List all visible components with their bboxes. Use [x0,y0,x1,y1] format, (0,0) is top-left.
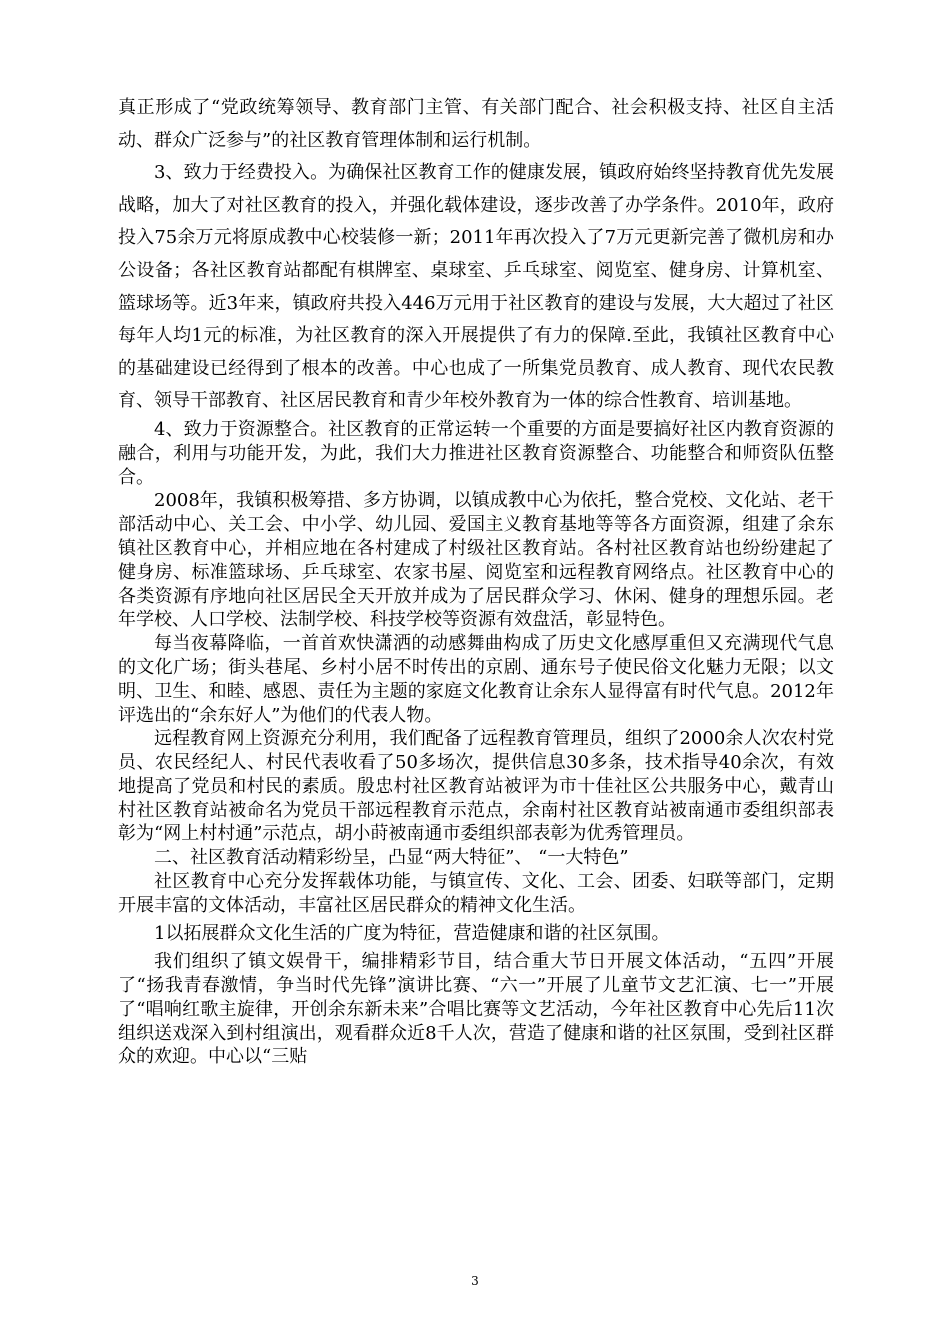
paragraph-resources: 4、致力于资源整合。社区教育的正常运转一个重要的方面是要搞好社区内教育资源的融合，利用与功能开发，为此，我们大力推进社区教育资源整合、功能整合和师资队伍整合。 [118,418,834,488]
paragraph-night: 每当夜幕降临，一首首欢快潇洒的动感舞曲构成了历史文化感厚重但又充满现代气息的文化广场；街头巷尾、乡村小居不时传出的京剧、通东号子使民俗文化魅力无限；以文明、卫生、和睦、感恩、责任为主题的家庭文化教育让余东人显得富有时代气息。2012年评选出的“余东好人”为他们的代表人物。 [118,633,834,726]
paragraph-1: 真正形成了“党政统筹领导、教育部门主管、有关部门配合、社会积极支持、社区自主活动、群众广泛参与”的社区教育管理体制和运行机制。 [118,97,834,151]
subheading-1: 1以拓展群众文化生活的广度为特征，营造健康和谐的社区氛围。 [154,922,670,944]
paragraph-center-function: 社区教育中心充分发挥载体功能，与镇宣传、文化、工会、团委、妇联等部门，定期开展丰富的文体活动，丰富社区居民群众的精神文化生活。 [118,871,834,916]
paragraph-activities: 我们组织了镇文娱骨干，编排精彩节目，结合重大节日开展文体活动，“五四”开展了“扬我青春激情，争当时代先锋”演讲比赛、“六一”开展了儿童节文艺汇演、七一”开展了“唱响红歌主旋律，开创余东新未来”合唱比赛等文艺活动，今年社区教育中心先后11次组织送戏深入到村组演出，观看群众近8千人次，营造了健康和谐的社区氛围，受到社区群众的欢迎。中心以“三贴 [118,951,834,1068]
paragraph-remote-education: 远程教育网上资源充分利用，我们配备了远程教育管理员，组织了2000余人次农村党员、农民经纪人、村民代表收看了50多场次，提供信息30多条，技术指导40余次，有效地提高了党员和村民的素质。殷忠村社区教育站被评为市十佳社区公共服务中心，戴青山村社区教育站被命名为党员干部远程教育示范点，余南村社区教育站被南通市委组织部表彰为“网上村村通”示范点，胡小莳被南通市委组织部表彰为优秀管理员。 [118,728,834,845]
document-body [118,92,834,1069]
section-heading: 二、社区教育活动精彩纷呈，凸显“两大特征”、 “一大特色” [154,847,629,869]
page-number: 3 [471,1274,479,1288]
paragraph-funding: 3、致力于经费投入。为确保社区教育工作的健康发展，镇政府始终坚持教育优先发展战略，加大了对社区教育的投入，并强化载体建设，逐步改善了办学条件。2010年，政府投入75余万元将原成教中心校装修一新；2011年再次投入了7万元更新完善了微机房和办公设备；各社区教育站都配有棋牌室、桌球室、乒乓球室、阅览室、健身房、计算机室、篮球场等。近3年来，镇政府共投入446万元用于社区教育的建设与发展，大大超过了社区每年人均1元的标准，为社区教育的深入开展提供了有力的保障.至此，我镇社区教育中心的基础建设已经得到了根本的改善。中心也成了一所集党员教育、成人教育、现代农民教育、领导干部教育、社区居民教育和青少年校外教育为一体的综合性教育、培训基地。 [118,162,834,412]
paragraph-2008: 2008年，我镇积极筹措、多方协调，以镇成教中心为依托，整合党校、文化站、老干部活动中心、关工会、中小学、幼儿园、爱国主义教育基地等等各方面资源，组建了余东镇社区教育中心，并相应地在各村建成了村级社区教育站。各村社区教育站也纷纷建起了健身房、标准篮球场、乒乓球室、农家书屋、阅览室和远程教育网络点。社区教育中心的各类资源有序地向社区居民全天开放并成为了居民群众学习、休闲、健身的理想乐园。老年学校、人口学校、法制学校、科技学校等资源有效盘活，彰显特色。 [118,490,834,631]
